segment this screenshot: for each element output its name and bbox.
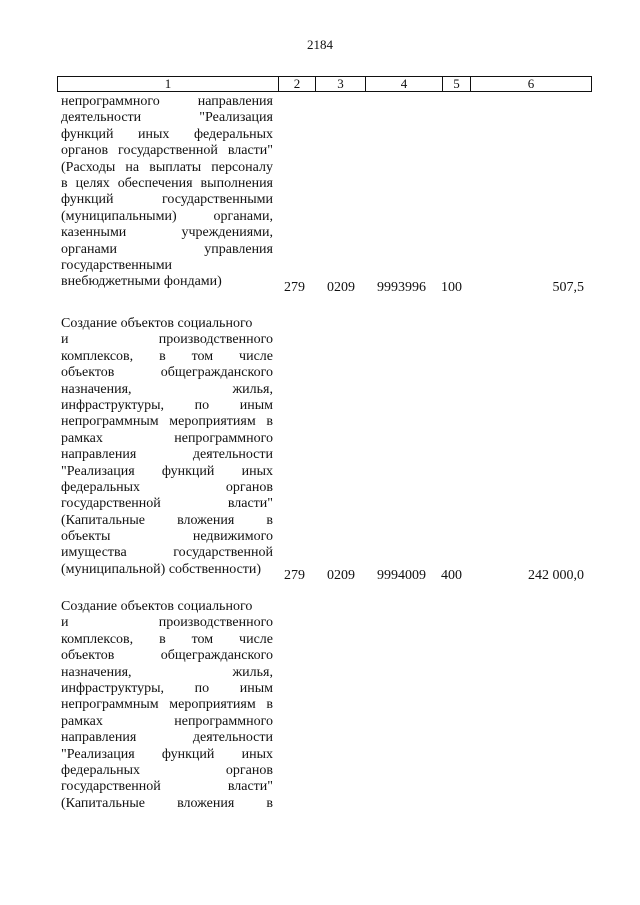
admin-code: 279 — [284, 280, 305, 295]
section-code: 0209 — [327, 568, 355, 583]
description-line: объектов общегражданского — [61, 648, 273, 664]
description-line: инфраструктуры, по иным — [61, 397, 273, 413]
description-line: функций иных федеральных — [61, 126, 273, 142]
row-description — [61, 94, 273, 291]
description-line: (муниципальной) собственности) — [61, 561, 262, 577]
description-line: Создание объектов социального — [61, 599, 253, 614]
expense-type-code: 400 — [441, 568, 462, 583]
description-line: Создание объектов социального — [61, 316, 253, 331]
row-description — [61, 599, 273, 812]
header-col-6: 6 — [470, 77, 591, 91]
description-line: федеральных органов — [61, 479, 273, 495]
description-line: и производственного — [61, 615, 273, 631]
header-col-3: 3 — [315, 77, 365, 91]
expense-type-code: 100 — [441, 280, 462, 295]
description-line: рамках непрограммного — [61, 430, 273, 446]
description-line: назначения, жилья, — [61, 381, 273, 397]
description-line: комплексов, в том числе — [61, 348, 273, 364]
description-line: объектов общегражданского — [61, 365, 273, 381]
description-line: инфраструктуры, по иным — [61, 680, 273, 696]
description-line: государственной власти" — [61, 496, 273, 512]
description-line: непрограммного направления — [61, 94, 273, 109]
table-header — [57, 76, 592, 92]
row-description — [61, 316, 273, 578]
description-line: органами управления — [61, 241, 273, 257]
header-col-1: 1 — [164, 76, 172, 91]
description-line: внебюджетными фондами) — [61, 274, 222, 290]
header-col-5: 5 — [442, 77, 470, 91]
description-line: имущества государственной — [61, 545, 273, 561]
amount: 242 000,0 — [528, 568, 584, 583]
description-line: "Реализация функций иных — [61, 463, 273, 479]
target-article-code: 9993996 — [377, 280, 426, 295]
header-col-4: 4 — [365, 77, 442, 91]
admin-code: 279 — [284, 568, 305, 583]
description-line: деятельности "Реализация — [61, 110, 273, 126]
target-article-code: 9994009 — [377, 568, 426, 583]
amount: 507,5 — [552, 280, 584, 295]
header-col-2: 2 — [278, 77, 315, 91]
description-line: органов государственной власти" — [61, 143, 273, 159]
description-line: казенными учреждениями, — [61, 225, 273, 241]
description-line: направления деятельности — [61, 730, 273, 746]
description-line: государственными — [61, 257, 173, 273]
description-line: и производственного — [61, 332, 273, 348]
description-line: комплексов, в том числе — [61, 631, 273, 647]
description-line: в целях обеспечения выполнения — [61, 175, 273, 191]
description-line: рамках непрограммного — [61, 713, 273, 729]
description-line: государственной власти" — [61, 779, 273, 795]
description-line: (Капитальные вложения в — [61, 512, 273, 528]
page-number: 2184 — [307, 37, 333, 52]
section-code: 0209 — [327, 280, 355, 295]
description-line: объекты недвижимого — [61, 529, 273, 545]
description-line: (Расходы на выплаты персоналу — [61, 159, 273, 175]
description-line: федеральных органов — [61, 762, 273, 778]
description-line: "Реализация функций иных — [61, 746, 273, 762]
description-line: непрограммным мероприятиям в — [61, 414, 273, 430]
description-line: непрограммным мероприятиям в — [61, 697, 273, 713]
description-line: (муниципальными) органами, — [61, 208, 273, 224]
description-line: направления деятельности — [61, 447, 273, 463]
description-line: назначения, жилья, — [61, 664, 273, 680]
description-line: функций государственными — [61, 192, 273, 208]
description-line: (Капитальные вложения в — [61, 795, 273, 811]
